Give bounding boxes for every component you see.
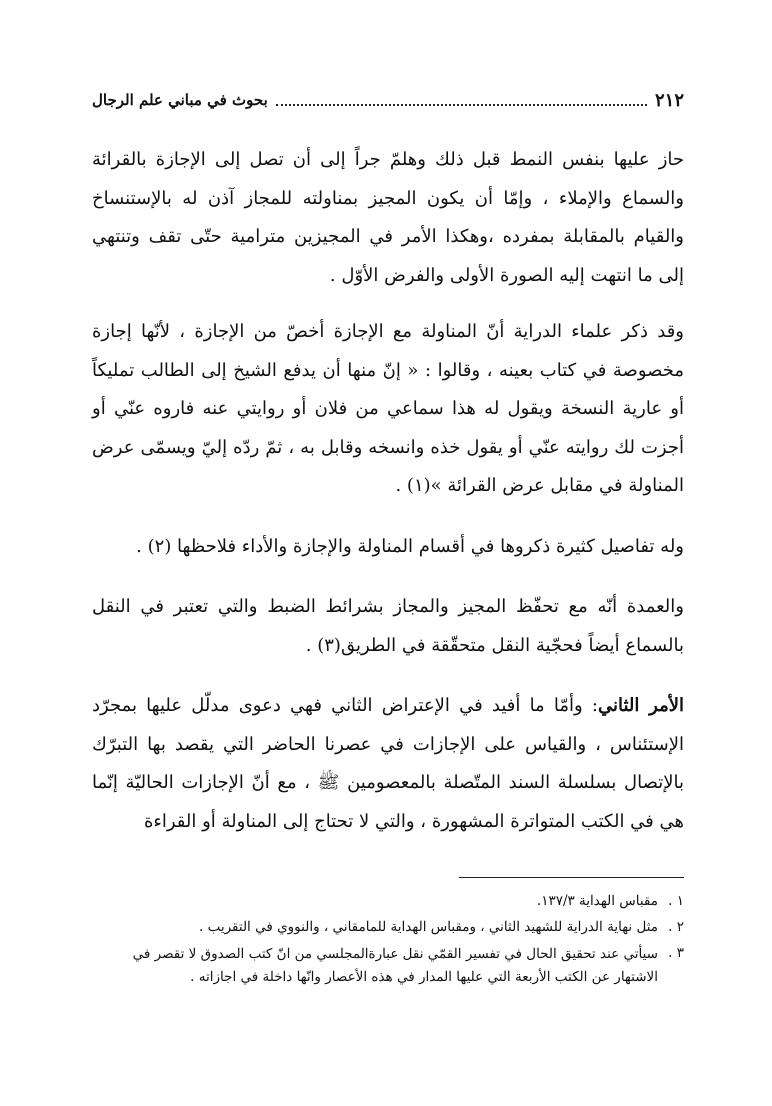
footnote-number: ٢ . — [668, 919, 684, 935]
footnote-separator — [459, 877, 684, 878]
page-header — [92, 88, 684, 112]
footnote-text: مقباس الهداية ١٣٧/٣. — [536, 893, 658, 909]
paragraph: وقد ذكر علماء الدراية أنّ المناولة مع الإجازة أخصّ من الإجازة ، لأنّها إجازة مخصوصة في كتاب بعينه ، وقالوا : « إنّ منها أن يدفع الشيخ إلى الطالب تمليكاً أو عارية النسخة ويقول له هذا سماعي من فلان أو روايتي عنه فاروه عنّي أو أجزت لك روايته عنّي أو يقول خذه وانسخه وقابل به ، ثمّ ردّه إليّ ويسمّى عرض المناولة في مقابل عرض القرائة »(١) . — [92, 321, 685, 496]
footnote — [100, 943, 684, 989]
paragraph: والعمدة أنّه مع تحفّظ المجيز والمجاز بشرائط الضبط والتي تعتبر في النقل بالسماع أيضاً فحجّية النقل متحقّقة في الطريق(٣) . — [92, 596, 684, 656]
footnote-text: سيأتي عند تحقيق الحال في تفسير القمّي نقل عبارةالمجلسي من انّ كتب الصدوق لا تقصر في الاشتهار عن الكتب الأربعة التي عليها المدار في هذه الأعصار وانّها داخلة في اجازاته . — [132, 946, 658, 985]
section-heading: الأمر الثاني — [597, 695, 684, 716]
page-number: ٢١٢ — [654, 89, 684, 111]
footnote-number: ١ . — [668, 893, 684, 909]
paragraph-text: : وأمّا ما أفيد في الإعتراض الثاني فهي دعوى مدلّل عليها بمجرّد الإستئناس ، والقياس على الإجازات في عصرنا الحاضر التي يقصد بها التبرّك بالإتصال بسلسلة السند المتّصلة بالمعصومين ﷺ ، مع أنّ الإجازات الحاليّة إنّما هي في الكتب المتواترة المشهورة ، والتي لا تحتاج إلى المناولة أو القراءة — [92, 695, 684, 832]
running-title: بحوث في مباني علم الرجال — [92, 91, 268, 109]
paragraph: حاز عليها بنفس النمط قبل ذلك وهلمّ جراً إلى أن تصل إلى الإجازة بالقرائة والسماع والإملاء ، وإمّا أن يكون المجيز بمناولته للمجاز آذن له بالإستنساخ والقيام بالمقابلة بمفرده ،وهكذا الأمر في المجيزين مترامية حتّى تقف وتنتهي إلى ما انتهت إليه الصورة الأولى والفرض الأوّل . — [92, 149, 684, 286]
footnote-text: مثل نهاية الدراية للشهيد الثاني ، ومقباس الهداية للمامقاني ، والنووي في التقريب . — [199, 919, 658, 935]
header-dot-leader — [276, 103, 647, 106]
paragraph: وله تفاصيل كثيرة ذكروها في أقسام المناولة والإجازة والأداء فلاحظها (٢) . — [136, 535, 684, 557]
footnotes — [100, 891, 684, 994]
paragraph — [92, 687, 684, 841]
footnote-number: ٣ . — [668, 945, 684, 961]
footnote — [100, 917, 684, 938]
main-text — [92, 141, 684, 863]
footnote — [100, 891, 684, 912]
